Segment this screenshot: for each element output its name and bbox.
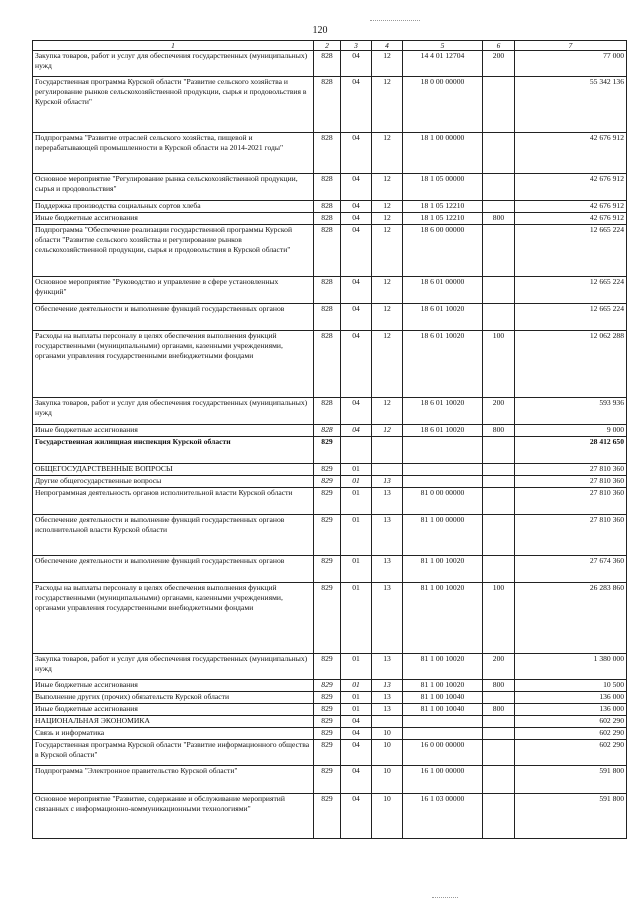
subsection-cell: 13 — [372, 488, 403, 515]
target-article-cell — [403, 437, 483, 464]
table-row — [33, 766, 627, 794]
amount-cell: 27 810 360 — [515, 515, 627, 556]
subsection-cell: 10 — [372, 794, 403, 839]
row-name-cell: Выполнение других (прочих) обязательств Курской области — [33, 692, 314, 704]
subsection-cell: 12 — [372, 225, 403, 277]
amount-cell: 136 000 — [515, 704, 627, 716]
row-name-cell: Непрограммная деятельность органов исполнительной власти Курской области — [33, 488, 314, 515]
subsection-cell: 13 — [372, 704, 403, 716]
section-cell: 04 — [341, 174, 372, 201]
subsection-cell: 13 — [372, 654, 403, 680]
subsection-cell: 10 — [372, 728, 403, 740]
expense-type-cell: 200 — [483, 398, 515, 425]
amount-cell: 136 000 — [515, 692, 627, 704]
section-cell: 01 — [341, 583, 372, 654]
expense-type-cell — [483, 277, 515, 304]
section-cell: 04 — [341, 304, 372, 331]
ministry-code-cell: 828 — [314, 398, 341, 425]
table-row — [33, 556, 627, 583]
ministry-code-cell: 828 — [314, 51, 341, 77]
target-article-cell: 14 4 01 12704 — [403, 51, 483, 77]
target-article-cell — [403, 716, 483, 728]
expense-type-cell — [483, 488, 515, 515]
target-article-cell: 18 6 01 00000 — [403, 277, 483, 304]
table-row — [33, 728, 627, 740]
ministry-code-cell: 828 — [314, 77, 341, 133]
section-cell: 04 — [341, 277, 372, 304]
subsection-cell: 13 — [372, 556, 403, 583]
section-cell: 04 — [341, 716, 372, 728]
table-row — [33, 740, 627, 766]
section-cell: 04 — [341, 201, 372, 213]
table-row — [33, 225, 627, 277]
row-name-cell: Подпрограмма "Обеспечение реализации государственной программы Курской области "Развитие сельского хозяйства и регулирование рынков сельскохозяйственной продукции, сырья и продовольствия в Курской области" — [33, 225, 314, 277]
section-cell: 01 — [341, 515, 372, 556]
target-article-cell — [403, 728, 483, 740]
section-cell: 01 — [341, 556, 372, 583]
ministry-code-cell: 829 — [314, 515, 341, 556]
table-header — [33, 41, 627, 51]
subsection-cell: 12 — [372, 304, 403, 331]
subsection-cell: 12 — [372, 277, 403, 304]
row-name-cell: Расходы на выплаты персоналу в целях обеспечения выполнения функций государственными (муниципальными) органами, казенными учреждениями, органами управления государственными внебюджетными фондами — [33, 331, 314, 398]
row-name-cell: Обеспечение деятельности и выполнение функций государственных органов — [33, 556, 314, 583]
target-article-cell: 18 1 05 00000 — [403, 174, 483, 201]
expense-type-cell: 800 — [483, 425, 515, 437]
target-article-cell: 18 6 01 10020 — [403, 304, 483, 331]
section-cell: 04 — [341, 133, 372, 174]
table-row — [33, 488, 627, 515]
expense-type-cell — [483, 437, 515, 464]
subsection-cell: 12 — [372, 51, 403, 77]
ministry-code-cell: 828 — [314, 225, 341, 277]
ministry-code-cell: 829 — [314, 680, 341, 692]
row-name-cell: Государственная жилищная инспекция Курской области — [33, 437, 314, 464]
ministry-code-cell: 828 — [314, 304, 341, 331]
ministry-code-cell: 828 — [314, 277, 341, 304]
subsection-cell: 12 — [372, 77, 403, 133]
target-article-cell: 18 6 01 10020 — [403, 331, 483, 398]
ministry-code-cell: 829 — [314, 704, 341, 716]
table-row — [33, 77, 627, 133]
column-numbers-row — [33, 41, 627, 51]
target-article-cell: 81 1 00 10040 — [403, 692, 483, 704]
amount-cell: 602 290 — [515, 728, 627, 740]
amount-cell: 1 380 000 — [515, 654, 627, 680]
row-name-cell: Обеспечение деятельности и выполнение функций государственных органов исполнительной власти Курской области — [33, 515, 314, 556]
target-article-cell: 81 0 00 00000 — [403, 488, 483, 515]
row-name-cell: Подпрограмма "Развитие отраслей сельского хозяйства, пищевой и перерабатывающей промышленности в Курской области на 2014-2021 годы" — [33, 133, 314, 174]
target-article-cell: 81 1 00 10040 — [403, 704, 483, 716]
table-row — [33, 201, 627, 213]
target-article-cell: 81 1 00 10020 — [403, 556, 483, 583]
row-name-cell: Закупка товаров, работ и услуг для обеспечения государственных (муниципальных) нужд — [33, 398, 314, 425]
subsection-cell — [372, 437, 403, 464]
subsection-cell — [372, 716, 403, 728]
column-header: 7 — [515, 41, 627, 51]
expense-type-cell: 800 — [483, 680, 515, 692]
target-article-cell: 18 6 00 00000 — [403, 225, 483, 277]
ministry-code-cell: 828 — [314, 213, 341, 225]
table-row — [33, 680, 627, 692]
ministry-code-cell: 829 — [314, 476, 341, 488]
amount-cell: 28 412 650 — [515, 437, 627, 464]
amount-cell: 27 810 360 — [515, 464, 627, 476]
target-article-cell: 18 6 01 10020 — [403, 425, 483, 437]
expense-type-cell — [483, 464, 515, 476]
section-cell: 04 — [341, 213, 372, 225]
amount-cell: 27 810 360 — [515, 476, 627, 488]
ministry-code-cell: 829 — [314, 728, 341, 740]
subsection-cell: 13 — [372, 583, 403, 654]
expense-type-cell: 100 — [483, 331, 515, 398]
expense-type-cell — [483, 515, 515, 556]
table-row — [33, 654, 627, 680]
amount-cell: 591 800 — [515, 794, 627, 839]
table-row — [33, 476, 627, 488]
subsection-cell: 13 — [372, 692, 403, 704]
amount-cell: 27 810 360 — [515, 488, 627, 515]
amount-cell: 12 665 224 — [515, 304, 627, 331]
table-row — [33, 704, 627, 716]
ministry-code-cell: 828 — [314, 201, 341, 213]
row-name-cell: Поддержка производства социальных сортов хлеба — [33, 201, 314, 213]
ministry-code-cell: 829 — [314, 464, 341, 476]
amount-cell: 27 674 360 — [515, 556, 627, 583]
ministry-code-cell: 829 — [314, 654, 341, 680]
amount-cell: 593 936 — [515, 398, 627, 425]
target-article-cell — [403, 476, 483, 488]
page-number: 120 — [312, 25, 328, 36]
row-name-cell: Подпрограмма "Электронное правительство Курской области" — [33, 766, 314, 794]
table-row — [33, 425, 627, 437]
amount-cell: 9 000 — [515, 425, 627, 437]
table-row — [33, 794, 627, 839]
column-header: 5 — [403, 41, 483, 51]
target-article-cell — [403, 464, 483, 476]
amount-cell: 10 500 — [515, 680, 627, 692]
section-cell: 04 — [341, 398, 372, 425]
table-row — [33, 213, 627, 225]
subsection-cell: 13 — [372, 515, 403, 556]
expense-type-cell — [483, 201, 515, 213]
ministry-code-cell: 829 — [314, 488, 341, 515]
section-cell: 01 — [341, 476, 372, 488]
subsection-cell: 12 — [372, 201, 403, 213]
amount-cell: 42 676 912 — [515, 133, 627, 174]
amount-cell: 26 283 860 — [515, 583, 627, 654]
expense-type-cell — [483, 716, 515, 728]
table-row — [33, 515, 627, 556]
section-cell — [341, 437, 372, 464]
column-header: 4 — [372, 41, 403, 51]
expense-type-cell: 800 — [483, 213, 515, 225]
row-name-cell: Иные бюджетные ассигнования — [33, 213, 314, 225]
target-article-cell: 81 1 00 10020 — [403, 680, 483, 692]
ministry-code-cell: 828 — [314, 174, 341, 201]
target-article-cell: 81 1 00 00000 — [403, 515, 483, 556]
row-name-cell: Закупка товаров, работ и услуг для обеспечения государственных (муниципальных) нужд — [33, 654, 314, 680]
amount-cell: 602 290 — [515, 740, 627, 766]
ministry-code-cell: 828 — [314, 425, 341, 437]
ministry-code-cell: 829 — [314, 766, 341, 794]
column-header: 3 — [341, 41, 372, 51]
section-cell: 04 — [341, 728, 372, 740]
section-cell: 01 — [341, 654, 372, 680]
section-cell: 04 — [341, 794, 372, 839]
target-article-cell: 16 0 00 00000 — [403, 740, 483, 766]
row-name-cell: Основное мероприятие "Регулирование рынка сельскохозяйственной продукции, сырья и продовольствия" — [33, 174, 314, 201]
amount-cell: 42 676 912 — [515, 213, 627, 225]
row-name-cell: НАЦИОНАЛЬНАЯ ЭКОНОМИКА — [33, 716, 314, 728]
ministry-code-cell: 829 — [314, 794, 341, 839]
ministry-code-cell: 828 — [314, 133, 341, 174]
expense-type-cell — [483, 225, 515, 277]
budget-table — [32, 40, 627, 839]
subsection-cell: 10 — [372, 740, 403, 766]
row-name-cell: Расходы на выплаты персоналу в целях обеспечения выполнения функций государственными (муниципальными) органами, казенными учреждениями, органами управления государственными внебюджетными фондами — [33, 583, 314, 654]
expense-type-cell — [483, 728, 515, 740]
table-row — [33, 692, 627, 704]
row-name-cell: Связь и информатика — [33, 728, 314, 740]
table-row — [33, 133, 627, 174]
section-cell: 01 — [341, 464, 372, 476]
expense-type-cell — [483, 794, 515, 839]
target-article-cell: 16 1 00 00000 — [403, 766, 483, 794]
expense-type-cell — [483, 740, 515, 766]
section-cell: 04 — [341, 77, 372, 133]
ministry-code-cell: 829 — [314, 583, 341, 654]
expense-type-cell: 800 — [483, 704, 515, 716]
column-header: 1 — [33, 41, 314, 51]
row-name-cell: Обеспечение деятельности и выполнение функций государственных органов — [33, 304, 314, 331]
section-cell: 04 — [341, 225, 372, 277]
row-name-cell: Государственная программа Курской области "Развитие сельского хозяйства и регулирование рынков сельскохозяйственной продукции, сырья и продовольствия в Курской области" — [33, 77, 314, 133]
section-cell: 04 — [341, 51, 372, 77]
subsection-cell: 13 — [372, 680, 403, 692]
section-cell: 04 — [341, 331, 372, 398]
target-article-cell: 18 1 05 12210 — [403, 201, 483, 213]
amount-cell: 12 665 224 — [515, 277, 627, 304]
ministry-code-cell: 828 — [314, 331, 341, 398]
target-article-cell: 18 1 05 12210 — [403, 213, 483, 225]
amount-cell: 42 676 912 — [515, 201, 627, 213]
expense-type-cell: 200 — [483, 654, 515, 680]
row-name-cell: Иные бюджетные ассигнования — [33, 704, 314, 716]
target-article-cell: 81 1 00 10020 — [403, 583, 483, 654]
amount-cell: 12 665 224 — [515, 225, 627, 277]
subsection-cell: 13 — [372, 476, 403, 488]
subsection-cell: 12 — [372, 331, 403, 398]
subsection-cell: 12 — [372, 174, 403, 201]
row-name-cell: Основное мероприятие "Руководство и управление в сфере установленных функций" — [33, 277, 314, 304]
ministry-code-cell: 829 — [314, 437, 341, 464]
amount-cell: 42 676 912 — [515, 174, 627, 201]
subsection-cell: 12 — [372, 213, 403, 225]
column-header: 6 — [483, 41, 515, 51]
section-cell: 04 — [341, 740, 372, 766]
ministry-code-cell: 829 — [314, 740, 341, 766]
row-name-cell: Государственная программа Курской области "Развитие информационного общества в Курской области" — [33, 740, 314, 766]
target-article-cell: 18 6 01 10020 — [403, 398, 483, 425]
subsection-cell — [372, 464, 403, 476]
amount-cell: 77 000 — [515, 51, 627, 77]
target-article-cell: 18 0 00 00000 — [403, 77, 483, 133]
expense-type-cell — [483, 133, 515, 174]
expense-type-cell — [483, 174, 515, 201]
amount-cell: 591 800 — [515, 766, 627, 794]
expense-type-cell — [483, 556, 515, 583]
table-body — [33, 51, 627, 839]
expense-type-cell: 100 — [483, 583, 515, 654]
subsection-cell: 12 — [372, 398, 403, 425]
target-article-cell: 16 1 03 00000 — [403, 794, 483, 839]
section-cell: 01 — [341, 704, 372, 716]
table-row — [33, 398, 627, 425]
ministry-code-cell: 829 — [314, 716, 341, 728]
table-row — [33, 437, 627, 464]
expense-type-cell — [483, 766, 515, 794]
section-cell: 01 — [341, 488, 372, 515]
table-row — [33, 304, 627, 331]
amount-cell: 12 062 288 — [515, 331, 627, 398]
section-cell: 04 — [341, 766, 372, 794]
expense-type-cell — [483, 692, 515, 704]
row-name-cell: Закупка товаров, работ и услуг для обеспечения государственных (муниципальных) нужд — [33, 51, 314, 77]
expense-type-cell — [483, 476, 515, 488]
scan-artifact — [370, 20, 420, 23]
expense-type-cell: 200 — [483, 51, 515, 77]
section-cell: 04 — [341, 425, 372, 437]
table-row — [33, 464, 627, 476]
section-cell: 01 — [341, 680, 372, 692]
table-row — [33, 174, 627, 201]
table-row — [33, 331, 627, 398]
row-name-cell: Основное мероприятие "Развитие, содержание и обслуживание мероприятий связанных с информационно-коммуникационными технологиями" — [33, 794, 314, 839]
amount-cell: 55 342 136 — [515, 77, 627, 133]
ministry-code-cell: 829 — [314, 556, 341, 583]
table-row — [33, 51, 627, 77]
row-name-cell: Иные бюджетные ассигнования — [33, 680, 314, 692]
table-row — [33, 277, 627, 304]
row-name-cell: ОБЩЕГОСУДАРСТВЕННЫЕ ВОПРОСЫ — [33, 464, 314, 476]
column-header: 2 — [314, 41, 341, 51]
table-row — [33, 716, 627, 728]
target-article-cell: 18 1 00 00000 — [403, 133, 483, 174]
expense-type-cell — [483, 77, 515, 133]
row-name-cell: Другие общегосударственные вопросы — [33, 476, 314, 488]
amount-cell: 602 290 — [515, 716, 627, 728]
row-name-cell: Иные бюджетные ассигнования — [33, 425, 314, 437]
subsection-cell: 12 — [372, 425, 403, 437]
subsection-cell: 10 — [372, 766, 403, 794]
table-row — [33, 583, 627, 654]
target-article-cell: 81 1 00 10020 — [403, 654, 483, 680]
ministry-code-cell: 829 — [314, 692, 341, 704]
expense-type-cell — [483, 304, 515, 331]
section-cell: 01 — [341, 692, 372, 704]
subsection-cell: 12 — [372, 133, 403, 174]
scan-artifact — [432, 897, 458, 900]
